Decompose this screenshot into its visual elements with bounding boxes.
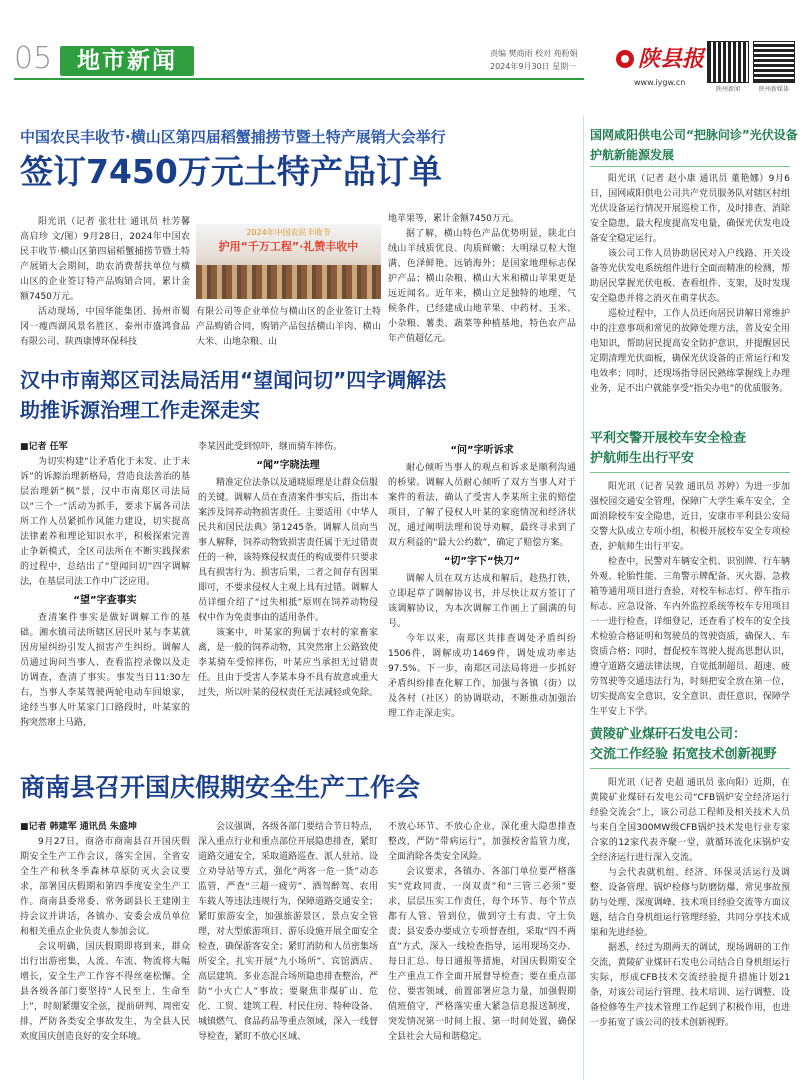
article3-headline: 商南县召开国庆假期安全生产工作会 [20,773,421,802]
qr1-label: 陕州新闻 [715,86,740,93]
sidebar3-title-line1: 黄陵矿业煤矸石发电公司： [590,727,747,742]
newspaper-logo [614,44,705,74]
sidebar1-para3: 巡检过程中，工作人员还向居民讲解日常维护中的注意事项和常见的故障处理方法，普及安全用电知识，帮助居民提高安全防护意识，并提醒居民定期清理光伏面板，确保光伏设备的正常运行和发电效率；同时，还现场指导居民熟练掌握线上办理业务，足不出户就能享受“指尖办电”的优质服务。 [590,309,790,394]
sidebar3-rule [590,768,790,769]
article2-col1-para2: 查清案件事实是做好调解工作的基础。湘水镇司法所辖区居民叶某与李某就因房屋纠纷引发人损害产生纠纷。调解人员通过询问当事人、查看监控录像以及走访调查，查清了事实。事发当日11:30左右，当事人李某驾驶两轮电动车回娘家，途经当事人叶某家门口路段时，叶某家的狗突然窜上马路， [20,613,190,728]
page-number: 05 [14,41,53,76]
sidebar1-body [590,172,790,422]
article2-col2-para2: 精准定位法条以及通晓原理是让群众信服的关键。调解人员在查清案件事实后，指出本案涉及饲养动物损害责任。主要适用《中华人民共和国民法典》第1245条。调解人员向当事人解释，饲养动物致损害责任属于无过错责任的一种，该特殊侵权责任的构成要件只要求具有损害行为、损害后果，二者之间存有因果即可，不要求侵权人主观上具有过错。调解人员详细介绍了“过失相抵”原则在饲养动物侵权中作为免责事由的适用条件。 [198,478,379,623]
article2-byline: ■记者 任军 [20,442,68,452]
photo-caption: 2024年中国农民丰收节 [246,228,331,237]
header-editors: 责编 樊商雨 校对 苑粉娟 [490,49,578,58]
article2-col2 [198,440,378,720]
article2-col2-para3: 该案中，叶某家的狗属于农村的家畜家禽，是一般的饲养动物，其突然窜上公路致使李某骑车受惊摔伤，叶某应当承担无过错责任。且由于受害人李某本身不具有故意或重大过失，所以叶某的侵权责任无法减轻或免除。 [198,628,379,698]
article2-col3-para2: 调解人员在双方达成和解后，趁热打铁，立即起草了调解协议书，并尽快让双方签订了该调解协议，为本次调解工作画上了圆满的句号。 [388,574,576,629]
article3-col2-para: 会议强调，各级各部门要结合节日特点，深入重点行业和重点部位开展隐患排查，紧盯道路交通安全，采取道路巡查、派人驻站、设立劝导站等方式，强化“两客一危一货”动态监管，严查“三超一疲劳”、酒驾醉驾、农用车载人等违法违规行为，保障道路交通安全；紧盯旅游安全，加强旅游景区、景点安全管理，对大型旅游项目、游乐设施开展全面安全检查，确保游客安全；紧盯消防和人员密集场所安全，扎实开展“九小场所”、宾馆酒店、高层建筑、多业态混合场所隐患排查整治，严防“小火亡人”事故；要聚焦非煤矿山、危化、工贸、建筑工程、村民住房、特种设备、城镇燃气、食品药品等重点领域，深入一线督导检查，紧盯不放心区域、 [198,822,379,1042]
article3-col1-para2: 会议明确，国庆假期即将到来，群众出行出游密集，人流、车流、物流将大幅增长，安全生产工作容不得丝毫松懈。全县各级各部门要坚持“人民至上、生命至上”，时刻紧绷安全弦，提前研判、周密安排，严防各类安全事故发生，为全县人民欢度国庆创造良好的安全环境。 [20,942,190,1042]
article1-lead: 阳光讯（记者 张壮壮 通讯员 杜芳馨 高启珍 文/图）9月28日，2024年中国农民丰收节·横山区第四届稻蟹捕捞节暨土特产展销大会期间，助农消费帮扶单位与横山区的企业签订特产品购销合同，累计金额7450万元。 [20,217,190,302]
sidebar2-para2: 检查中，民警对车辆安全机、识别牌、行车辆外观、轮胎性能、三角警示牌配备、灭火器、急救箱等通用项目进行查验，对校车标志灯、停车指示标志、应急设备、车内外监控系统等校车专用项目一一进行检查，详细登记，还查看了校车的安全技术检验合格证明和驾驶员的驾驶资质，确保人、车资质合格；同时，督促校车驾驶人提高思想认识，遵守道路交通法律法规，自觉抵制超员、超速、疲劳驾驶等交通违法行为，时刻把安全放在第一位，切实提高安全意识，安全意识、责任意识，保障学生平安上下学。 [590,557,790,717]
header-date: 2024年9月30日 星期一 [490,62,577,71]
photo-banner: 护用“千万工程”·礼赞丰收中 [218,240,359,253]
article2-subhead-ask: “问”字听诉求 [450,445,514,456]
article2-headline-line2: 助推诉源治理工作走深走实 [20,398,260,422]
article1-col3 [388,212,576,350]
article3-col1-para1: 9月27日，商洛市商南县召开国庆假期安全生产工作会议，落实全国、全省安全生产和秋冬季森林草原防灭火会议要求，部署国庆假期和第四季度安全生产工作。商南县委常委、常务副县长王建刚主持会议并讲话，各镇办、安委会成员单位和相关重点企业负责人参加会议。 [20,837,190,937]
article2-subhead-wang: “望”字查事实 [73,595,137,606]
article2-subhead-wen: “闻”字晓法理 [256,460,320,471]
article3-col3-para1: 不放心环节、不放心企业，深化重大隐患排查整改，严防“带病运行”，加强校舍监管力度，全面消除各类安全风险。 [388,822,576,862]
article3-col2 [198,820,378,1082]
article2-col3-para1: 耐心倾听当事人的观点和诉求是顺利沟通的桥梁。调解人员耐心倾听了双方当事人对于案件的看法，确认了受害人李某所主张的赔偿项目，了解了侵权人叶某的家庭情况和经济状况，通过阐明法理和说导劝解，最终寻求到了双方利益的“最大公约数”，确定了赔偿方案。 [388,463,576,548]
qr-code-1 [708,42,748,82]
sidebar3-para2: 与会代表就机组、经济、环保灵活运行及调整、设备管理、锅炉检修与防磨防爆、常见事故预防与处理、深度调峰、技术项目经验交流等方面议题，结合自身机组运行管理经验，共同分享技术成果和先进经验。 [590,868,790,938]
sidebar2-title-line1: 平利交警开展校车安全检查 [590,431,747,446]
sidebar3-para1: 阳光讯（记者 史超 通讯员 张向阳）近期，在黄陵矿业煤矸石发电公司“CFB锅炉安全经济运行经验交流会”上，该公司总工程师及相关技术人员与来自全国300MW级CFB锅炉技术发电行业专家合家的12家代表齐聚一堂，就循环流化床锅炉安全经济运行进行深入交流。 [590,778,790,863]
article2-headline-line1: 汉中市南郑区司法局活用“望闻问切”四字调解法 [20,368,447,392]
logo-sun-icon [614,48,636,70]
sidebar2-title-line2: 护航师生出行平安 [590,451,695,466]
article2-col1-para1: 为切实构建“让矛盾化于未发、止于未诉”的诉源治理新格局，营造良法善治的基层治理新“枫”景，汉中市南郑区司法局以“三个一”活动为抓手，要求下属各司法所工作人员紧抓作风能力建设，切实提高法律素养和理论知识水平，积极探索完善止争新模式，全区司法所在不断实践探索的过程中，总结出了“望闻问切”四字调解法，在基层司法工作中广泛应用。 [20,457,190,587]
article1-col3-para: 据了解，横山特色产品优势明显，陕北白绒山羊绒质优良、肉质鲜嫩；大明绿豆粒大饱满、色泽鲜艳、远销海外；是国家地理标志保护产品；横山杂粮、横山大米和横山苹果更是远近闻名。近年来，横山立足独特的地理、气候条件，已经建成山地苹果、中药材、玉米、小杂粮、薯类、蔬菜等种植基地，特色农产品年产值超亿元。 [388,229,576,344]
article3-col3 [388,820,576,1082]
sidebar2-rule [590,472,790,473]
sidebar2-para1: 阳光讯（记者 吴敦 通讯员 苏婷）为进一步加强校园交通安全管理，保障广大学生乘车安全，全面消除校车安全隐患，近日，安康市平利县公安局交警大队成立专项小组，积极开展校车安全专项检查，护航师生出行平安。 [590,482,790,552]
article1-para2: 活动现场，中国华能集团、扬州市蜀冈一瘦西湖风景名胜区、泰州市盛鸿食品有限公司、陕西康博环保科技 [20,307,190,347]
article1-kicker: 中国农民丰收节·横山区第四届稻蟹捕捞节暨土特产展销大会举行 [20,128,446,146]
sidebar1-para2: 该公司工作人员协助居民对入户线路、开关设备等光伏发电系统组件进行全面而精准的检测，帮助居民掌握光伏电板、查看组件、支架，及时发现安全隐患并将之消灭在萌芽状态。 [590,249,790,304]
article1-col2 [196,305,381,345]
article3-col1 [20,820,190,1082]
logo-text: 陕县报 [638,46,705,72]
sidebar-divider [583,115,584,1080]
sidebar1-title-line2: 护航新能源发展 [590,148,675,162]
article2-col2-para1: 李某因此受到惊吓，继而骑车摔伤。 [198,442,343,452]
sidebar1-title-line1: 国网咸阳供电公司“把脉问诊”光伏设备 [590,128,798,142]
sidebar3-para3: 据悉，经过为期两天的调试，现场调研的工作交流，黄陵矿业煤矸石发电公司结合自身机组运行实际，形成CFB技术交流经验提升措施计划21条，对该公司运行管理、技术培训、运行调整、设备检修等生产技术管理工作起到了积极作用，也进一步拓宽了该公司的技术创新视野。 [590,943,790,1028]
article2-col1 [20,440,190,728]
article2-col3 [388,440,576,720]
sidebar1-rule [590,166,790,167]
sidebar3-body [590,776,790,1082]
sidebar1-para1: 阳光讯（记者 赵小康 通讯员 董艳娜）9月6日，国网咸阳供电公司共产党员服务队对辖区村组光伏设备运行情况开展巡检工作，及时排查、消除安全隐患，最大程度提高发电量，确保光伏发电设备安全稳定运行。 [590,174,790,244]
article3-col3-para2: 会议要求，各镇办、各部门单位要严格落实“党政同责、一岗双责”和“三管三必须”要求，层层压实工作责任，每个环节、每个节点都有人管、管到位，做到守土有责、守土负责；县安委办要成立专项督查组，采取“四不两直”方式，深入一线检查指导，运用现场交办、每日汇总、每日通报等措施，对国庆假期安全生产重点工作全面开展督导检查；要在重点部位、要害领域，前置部署应急力量，加强假期值班值守，严格落实重大紧急信息报送制度，突发情况第一时间上报、第一时间处置，确保全县社会大局和谐稳定。 [388,867,576,1042]
article3-byline: ■记者 韩建军 通讯员 朱盛坤 [20,822,137,832]
article2-col3-para3: 今年以来，南郑区共排查调处矛盾纠纷1506件，调解成功1469件，调处成功率达97.5%。下一步，南郑区司法局将进一步抓好矛盾纠纷排查化解工作，加强与各镇（街）以及各村（社区）的协调联动，不断推动加强治理工作走深走实。 [388,634,576,719]
photo-crowd [196,265,381,299]
article1-col2-text: 有限公司等企业单位与横山区的企业签订土特产品购销合同，购销产品包括横山羊肉、横山大米、山地杂粮、山 [196,307,381,347]
qr2-label: 陕州新媒体 [758,86,789,93]
article1-photo [196,224,381,299]
article2-subhead-qie: “切”字下“快刀” [443,556,521,567]
article1-headline: 签订7450万元土特产品订单 [20,152,442,191]
sidebar2-body [590,480,790,715]
section-tab: 地市新闻 [60,46,194,76]
qr-code-2 [754,42,794,82]
website-url[interactable]: www.iygw.cn [634,78,686,87]
sidebar3-title-line2: 交流工作经验 拓宽技术创新视野 [590,747,777,762]
article1-col3-text: 地苹果等，累计金额7450万元。 [388,214,519,224]
header-rule [14,78,584,80]
article1-col1 [20,215,190,347]
